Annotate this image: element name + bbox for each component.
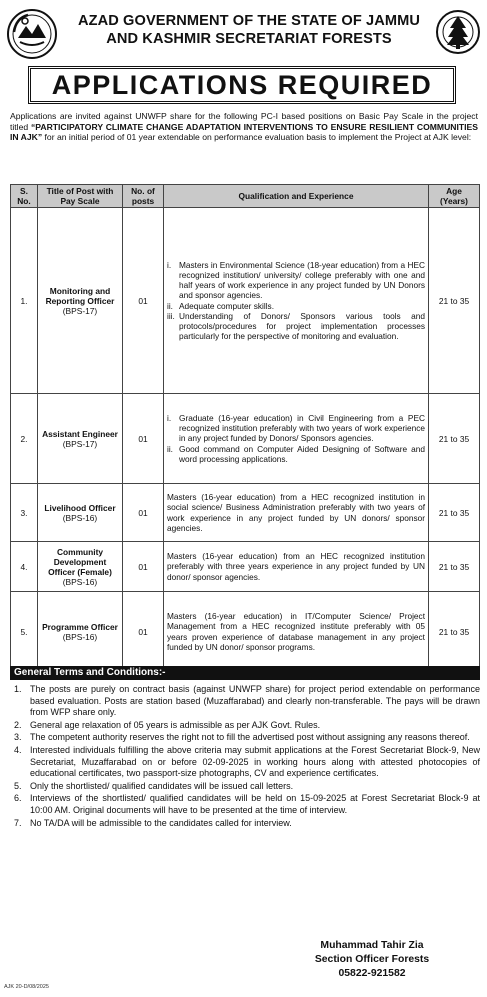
row-age: 21 to 35: [429, 484, 480, 542]
qualification-item: iii. Understanding of Donors/ Sponsors various tools and protocols/procedures for project implementation processes particularly for the perspective of monitoring and evaluation.: [167, 310, 425, 342]
row-age: 21 to 35: [429, 208, 480, 394]
terms-heading: General Terms and Conditions:-: [10, 666, 480, 680]
row-posts: 01: [123, 208, 164, 394]
ajk-emblem-logo: [6, 8, 58, 60]
row-qualification: [164, 542, 429, 592]
row-post-title: [38, 592, 123, 672]
post-bps: (BPS-16): [62, 512, 98, 523]
qualification-item: Masters (16-year education) in IT/Computer Science/ Project Management from a HEC recognized institute preferably with 05 years proven experience of database management in any project funded by UN donor/ sponsor programs.: [167, 611, 425, 652]
qualification-item: i. Masters in Environmental Science (18-year education) from a HEC recognized institution/ university/ college preferably with one and half years of work experience in any project funded by UN Donors and sponsor agencies.: [167, 259, 425, 301]
intro-text-2: for an initial period of 01 year extendable on performance evaluation basis to implement the Project at AJK level:: [42, 132, 472, 143]
row-post-title: [38, 542, 123, 592]
row-posts: 01: [123, 394, 164, 484]
row-qualification: [164, 208, 429, 394]
term-item: 1. The posts are purely on contract basis (against UNWFP share) for project period extendable on performance based evaluation. Posts are station based (Muzaffarabad) and clearly non-transferable. The pays will be drawn from WFP share only.: [14, 684, 480, 718]
advertisement-reference: AJK 20-D/08/2025: [4, 984, 49, 990]
post-bps: (BPS-17): [62, 438, 98, 449]
header-title: Title of Post with Pay Scale: [38, 185, 123, 208]
table-row: [11, 542, 480, 592]
applications-required-banner: APPLICATIONS REQUIRED: [28, 66, 456, 104]
row-sno: 1.: [11, 208, 38, 394]
post-bps: (BPS-16): [62, 631, 98, 642]
qualification-item: i. Graduate (16-year education) in Civil Engineering from a PEC recognized institution preferably with two years of work experience in any project funded by Donors/ Sponsors agencies.: [167, 412, 425, 444]
table-row: [11, 208, 480, 394]
qualification-item: Masters (16-year education) from a HEC recognized institution in social science/ Business Administration preferably with two years of work experience in any project funded by UN donors/ sponsor agencies.: [167, 492, 425, 533]
row-posts: 01: [123, 592, 164, 672]
post-name: Assistant Engineer: [42, 428, 118, 439]
term-item: 5. Only the shortlisted/ qualified candidates will be issued call letters.: [14, 780, 294, 791]
row-age: 21 to 35: [429, 542, 480, 592]
table-row: [11, 394, 480, 484]
post-name: Livelihood Officer: [44, 502, 116, 513]
row-age: 21 to 35: [429, 394, 480, 484]
post-name: Programme Officer: [42, 621, 118, 632]
advertisement: [4, 4, 483, 992]
term-item: 4. Interested individuals fulfilling the above criteria may submit applications at the Forest Secretariat Block-9, New Secretariat, Muzaffarabad on or before 02-09-2025 in working hours along with attested photocopies of educational certificates, two passport-size photographs, CV and experience certificates.: [14, 744, 480, 779]
post-name: Community Development Officer (Female): [48, 546, 112, 577]
row-age: 21 to 35: [429, 592, 480, 672]
signatory-designation: Section Officer Forests: [314, 954, 430, 965]
post-name: Monitoring and Reporting Officer: [45, 285, 115, 306]
department-title: [64, 12, 434, 48]
project-title: “PARTICIPATORY CLIMATE CHANGE ADAPTATION INTERVENTIONS TO ENSURE RESILIENT COMMUNITIES IN AJK”: [10, 121, 478, 143]
qualification-item: ii. Good command on Computer Aided Designing of Software and word processing applications.: [167, 443, 425, 464]
row-sno: 4.: [11, 542, 38, 592]
department-title-line2: AND KASHMIR SECRETARIAT FORESTS: [106, 31, 392, 47]
intro-text-1: Applications are invited against UNWFP share for the following PC-I based positions on Basic Pay Scale in the project titled: [10, 111, 478, 132]
posts-table: [10, 184, 480, 672]
table-row: [11, 592, 480, 672]
term-item: 2. General age relaxation of 05 years is admissible as per AJK Govt. Rules.: [14, 719, 321, 730]
header: [4, 4, 483, 62]
term-item: 7. No TA/DA will be admissible to the candidates called for interview.: [14, 817, 292, 828]
header-qualification: Qualification and Experience: [164, 185, 429, 208]
signatory-name: Muhammad Tahir Zia: [320, 940, 424, 951]
table-header-row: [11, 185, 480, 208]
row-posts: 01: [123, 484, 164, 542]
row-post-title: [38, 484, 123, 542]
row-post-title: [38, 208, 123, 394]
row-qualification: [164, 592, 429, 672]
forest-department-logo: [435, 6, 481, 62]
posts-table-body: [11, 208, 480, 672]
term-item: 6. Interviews of the shortlisted/ qualified candidates will be held on 15-09-2025 at Forest Secretariat Block-9 at 10:00 AM. Original documents will have to be presented at the time of interview.: [14, 793, 480, 815]
post-bps: (BPS-17): [62, 305, 98, 316]
table-row: [11, 484, 480, 542]
row-posts: 01: [123, 542, 164, 592]
row-sno: 2.: [11, 394, 38, 484]
intro-paragraph: [10, 111, 478, 143]
qualification-item: Masters (16-year education) from an HEC recognized institution preferably with three years experience in any project funded by UN donor/ sponsor agencies.: [167, 551, 425, 582]
signatory-phone: 05822-921582: [338, 968, 406, 979]
signature-block: [272, 939, 472, 981]
row-sno: 5.: [11, 592, 38, 672]
row-post-title: [38, 394, 123, 484]
post-bps: (BPS-16): [62, 576, 98, 587]
term-item: 3. The competent authority reserves the right not to fill the advertised post without assigning any reasons thereof.: [14, 732, 470, 743]
header-posts: No. of posts: [123, 185, 164, 208]
terms-list: [10, 684, 480, 830]
row-qualification: [164, 484, 429, 542]
row-sno: 3.: [11, 484, 38, 542]
department-title-line1: AZAD GOVERNMENT OF THE STATE OF JAMMU: [77, 13, 421, 29]
header-age: Age (Years): [429, 185, 480, 208]
header-sno: S. No.: [11, 185, 38, 208]
row-qualification: [164, 394, 429, 484]
qualification-item: ii. Adequate computer skills.: [167, 300, 275, 311]
